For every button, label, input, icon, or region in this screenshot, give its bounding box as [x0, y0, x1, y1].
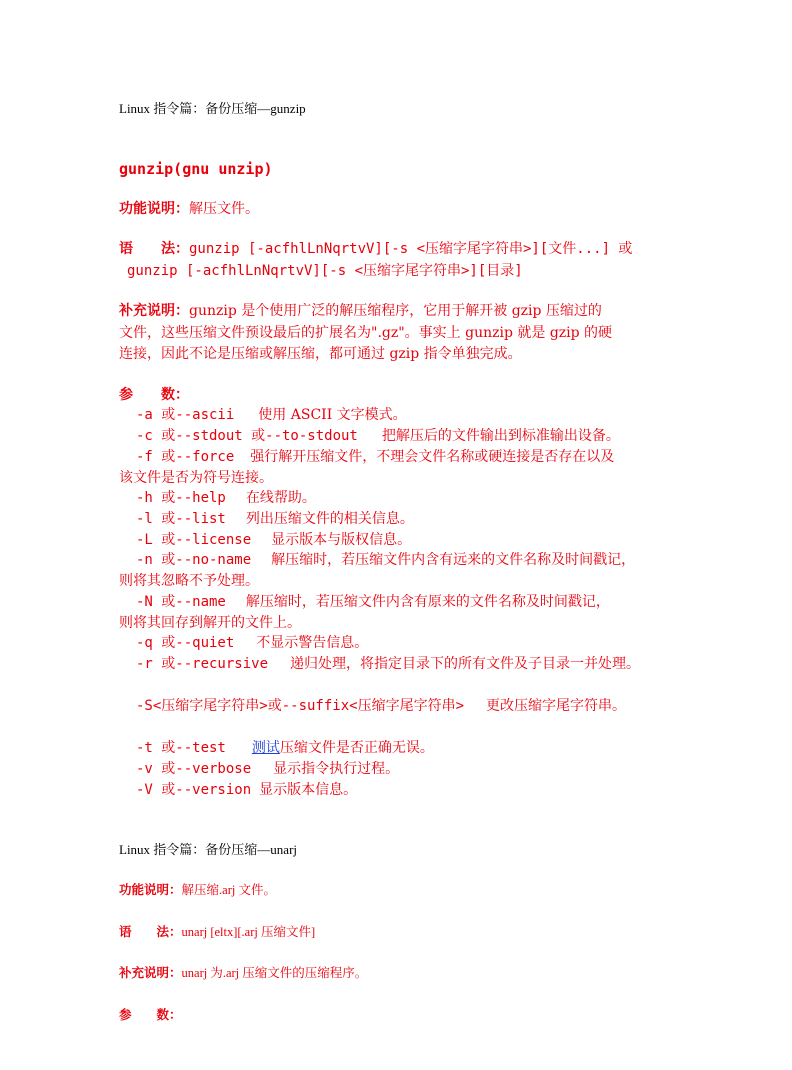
function-description	[119, 198, 259, 218]
param-desc: 不显示警告信息。	[256, 635, 369, 651]
param-option: -h 或--help	[136, 490, 226, 506]
param-q	[136, 632, 368, 652]
param-option: -t 或--test	[136, 740, 226, 756]
param-N	[136, 591, 610, 611]
syntax-text: unarj [eltx][.arj 压缩文件]	[181, 925, 316, 939]
function-text: 解压文件。	[189, 201, 259, 217]
param-desc: 更改压缩字尾字符串。	[486, 698, 627, 714]
section-header-unarj: Linux 指令篇：备份压缩—unarj	[119, 842, 298, 857]
unarj-supplement	[119, 963, 367, 981]
syntax-line-2: gunzip [-acfhlLnNqrtvV][-s <压缩字尾字符串>][目录]	[127, 263, 523, 279]
command-title: gunzip(gnu unzip)	[119, 160, 273, 178]
syntax-text-1: gunzip [-acfhlLnNqrtvV][-s <压缩字尾字符串>][文件...] 或	[189, 241, 633, 257]
param-desc: 压缩文件是否正确无误。	[279, 740, 434, 756]
syntax-line-1	[119, 238, 632, 258]
params-label: 参 数：	[119, 387, 189, 403]
param-r	[136, 653, 640, 673]
param-desc: 使用 ASCII 文字模式。	[258, 407, 407, 423]
param-option: -q 或--quiet	[136, 635, 235, 651]
param-h	[136, 487, 316, 507]
supplement-line-3: 连接，因此不论是压缩或解压缩，都可通过 gzip 指令单独完成。	[119, 346, 522, 362]
param-n	[136, 549, 635, 569]
param-desc: 在线帮助。	[245, 490, 316, 506]
supplement-line-1	[119, 300, 602, 320]
param-desc: 递归处理，将指定目录下的所有文件及子目录一并处理。	[290, 656, 641, 672]
param-desc: 列出压缩文件的相关信息。	[245, 511, 414, 527]
param-S	[136, 695, 626, 715]
param-desc: 强行解开压缩文件，不理会文件名称或硬连接是否存在以及	[250, 449, 615, 465]
param-n-continuation: 则将其忽略不予处理。	[119, 573, 259, 589]
unarj-params-label: 参 数：	[119, 1007, 182, 1022]
unarj-function-description	[119, 880, 276, 898]
param-option: -v 或--verbose	[136, 761, 252, 777]
function-label: 功能说明：	[119, 201, 189, 217]
param-desc: 显示版本信息。	[259, 782, 358, 798]
param-desc: 显示版本与版权信息。	[271, 532, 412, 548]
supplement-line-2: 文件，这些压缩文件预设最后的扩展名为".gz"。事实上 gunzip 就是 gzip 的硬	[119, 325, 613, 341]
param-desc: 把解压后的文件输出到标准输出设备。	[381, 428, 620, 444]
param-v	[136, 758, 399, 778]
param-desc: 解压缩时，若压缩文件内含有原来的文件名称及时间戳记，	[245, 594, 610, 610]
supplement-label: 补充说明：	[119, 303, 189, 319]
section-header-gunzip: Linux 指令篇：备份压缩—gunzip	[119, 101, 306, 116]
param-a	[136, 404, 407, 424]
function-label: 功能说明：	[119, 882, 182, 897]
param-f-continuation: 该文件是否为符号连接。	[119, 470, 273, 486]
param-t	[136, 737, 434, 757]
param-desc: 解压缩时，若压缩文件内含有远来的文件名称及时间戳记，	[271, 552, 636, 568]
param-option: -a 或--ascii	[136, 407, 235, 423]
param-V	[136, 779, 357, 799]
param-L	[136, 529, 411, 549]
supplement-text: unarj 为.arj 压缩文件的压缩程序。	[181, 966, 368, 980]
param-l	[136, 508, 414, 528]
test-link[interactable]: 测试	[251, 740, 280, 756]
function-text: 解压缩.arj 文件。	[181, 883, 276, 897]
syntax-label: 语 法：	[119, 241, 189, 257]
param-N-continuation: 则将其回存到解开的文件上。	[119, 615, 301, 631]
param-desc: 显示指令执行过程。	[273, 761, 400, 777]
supplement-text-1: gunzip 是个使用广泛的解压缩程序，它用于解开被 gzip 压缩过的	[189, 303, 602, 319]
supplement-label: 补充说明：	[119, 965, 182, 980]
param-option: -L 或--license	[136, 532, 252, 548]
param-option: -r 或--recursive	[136, 656, 269, 672]
param-option: -l 或--list	[136, 511, 226, 527]
param-c	[136, 425, 620, 445]
param-option: -f 或--force	[136, 449, 235, 465]
param-f	[136, 446, 614, 466]
param-option: -S<压缩字尾字符串>或--suffix<压缩字尾字符串>	[136, 698, 465, 714]
param-option: -N 或--name	[136, 594, 226, 610]
param-option: -c 或--stdout 或--to-stdout	[136, 428, 358, 444]
param-option: -V 或--version	[136, 782, 252, 798]
unarj-syntax	[119, 922, 315, 940]
syntax-label: 语 法：	[119, 924, 182, 939]
param-option: -n 或--no-name	[136, 552, 252, 568]
